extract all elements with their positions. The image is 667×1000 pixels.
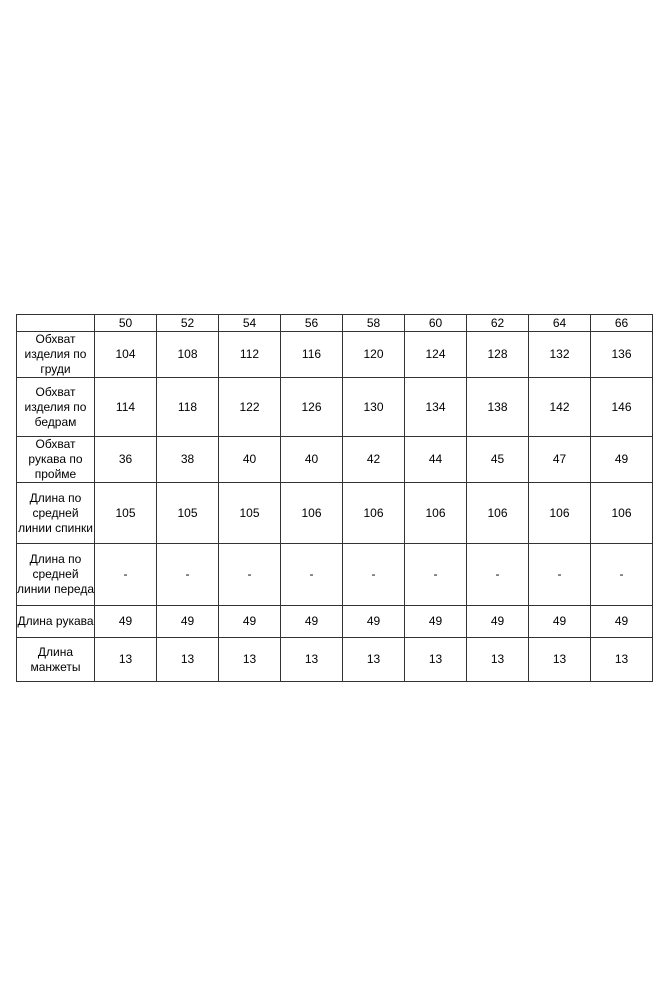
size-header-cell: 64 <box>529 315 591 332</box>
value-cell: 116 <box>281 332 343 378</box>
value-cell: 13 <box>95 638 157 682</box>
value-cell: 49 <box>591 606 653 638</box>
value-cell: 105 <box>219 483 281 544</box>
value-cell: 47 <box>529 437 591 483</box>
value-cell: - <box>343 544 405 606</box>
value-cell: 106 <box>343 483 405 544</box>
table-row <box>17 483 653 544</box>
value-cell: - <box>529 544 591 606</box>
value-cell: - <box>95 544 157 606</box>
value-cell: 49 <box>343 606 405 638</box>
value-cell: 44 <box>405 437 467 483</box>
value-cell: 132 <box>529 332 591 378</box>
row-label-cell: Длина рукава <box>17 606 95 638</box>
value-cell: - <box>219 544 281 606</box>
size-header-cell: 62 <box>467 315 529 332</box>
value-cell: 13 <box>405 638 467 682</box>
table-row <box>17 544 653 606</box>
value-cell: 106 <box>467 483 529 544</box>
value-cell: 49 <box>157 606 219 638</box>
size-header-cell: 50 <box>95 315 157 332</box>
value-cell: - <box>405 544 467 606</box>
value-cell: 38 <box>157 437 219 483</box>
value-cell: 130 <box>343 378 405 437</box>
value-cell: 13 <box>157 638 219 682</box>
value-cell: 36 <box>95 437 157 483</box>
value-cell: 106 <box>405 483 467 544</box>
row-label-cell: Обхват изделия по бедрам <box>17 378 95 437</box>
table-header-row <box>17 315 653 332</box>
value-cell: 146 <box>591 378 653 437</box>
value-cell: - <box>157 544 219 606</box>
size-header-cell: 54 <box>219 315 281 332</box>
value-cell: 112 <box>219 332 281 378</box>
value-cell: 138 <box>467 378 529 437</box>
value-cell: 118 <box>157 378 219 437</box>
value-cell: 114 <box>95 378 157 437</box>
value-cell: - <box>591 544 653 606</box>
row-label-cell: Обхват изделия по груди <box>17 332 95 378</box>
value-cell: 49 <box>467 606 529 638</box>
value-cell: 126 <box>281 378 343 437</box>
value-cell: 13 <box>281 638 343 682</box>
table-row <box>17 437 653 483</box>
value-cell: 49 <box>405 606 467 638</box>
size-header-cell: 60 <box>405 315 467 332</box>
value-cell: 13 <box>529 638 591 682</box>
value-cell: 120 <box>343 332 405 378</box>
value-cell: 104 <box>95 332 157 378</box>
value-cell: 45 <box>467 437 529 483</box>
value-cell: 105 <box>95 483 157 544</box>
value-cell: 122 <box>219 378 281 437</box>
size-header-cell: 58 <box>343 315 405 332</box>
row-label-cell: Длина по средней линии переда <box>17 544 95 606</box>
table-row <box>17 332 653 378</box>
row-label-cell: Длина по средней линии спинки <box>17 483 95 544</box>
value-cell: 49 <box>281 606 343 638</box>
value-cell: 136 <box>591 332 653 378</box>
header-corner-cell <box>17 315 95 332</box>
value-cell: - <box>467 544 529 606</box>
row-label-cell: Длина манжеты <box>17 638 95 682</box>
value-cell: 128 <box>467 332 529 378</box>
value-cell: 106 <box>591 483 653 544</box>
value-cell: 106 <box>281 483 343 544</box>
value-cell: 49 <box>591 437 653 483</box>
value-cell: 142 <box>529 378 591 437</box>
value-cell: 42 <box>343 437 405 483</box>
size-chart-table <box>16 314 653 682</box>
value-cell: 49 <box>219 606 281 638</box>
value-cell: 105 <box>157 483 219 544</box>
value-cell: - <box>281 544 343 606</box>
table-row <box>17 638 653 682</box>
value-cell: 13 <box>343 638 405 682</box>
value-cell: 124 <box>405 332 467 378</box>
size-header-cell: 52 <box>157 315 219 332</box>
table-row <box>17 606 653 638</box>
table-row <box>17 378 653 437</box>
value-cell: 13 <box>591 638 653 682</box>
value-cell: 108 <box>157 332 219 378</box>
value-cell: 40 <box>281 437 343 483</box>
size-header-cell: 56 <box>281 315 343 332</box>
value-cell: 49 <box>95 606 157 638</box>
value-cell: 106 <box>529 483 591 544</box>
value-cell: 134 <box>405 378 467 437</box>
value-cell: 40 <box>219 437 281 483</box>
value-cell: 49 <box>529 606 591 638</box>
row-label-cell: Обхват рукава по пройме <box>17 437 95 483</box>
size-header-cell: 66 <box>591 315 653 332</box>
value-cell: 13 <box>467 638 529 682</box>
value-cell: 13 <box>219 638 281 682</box>
